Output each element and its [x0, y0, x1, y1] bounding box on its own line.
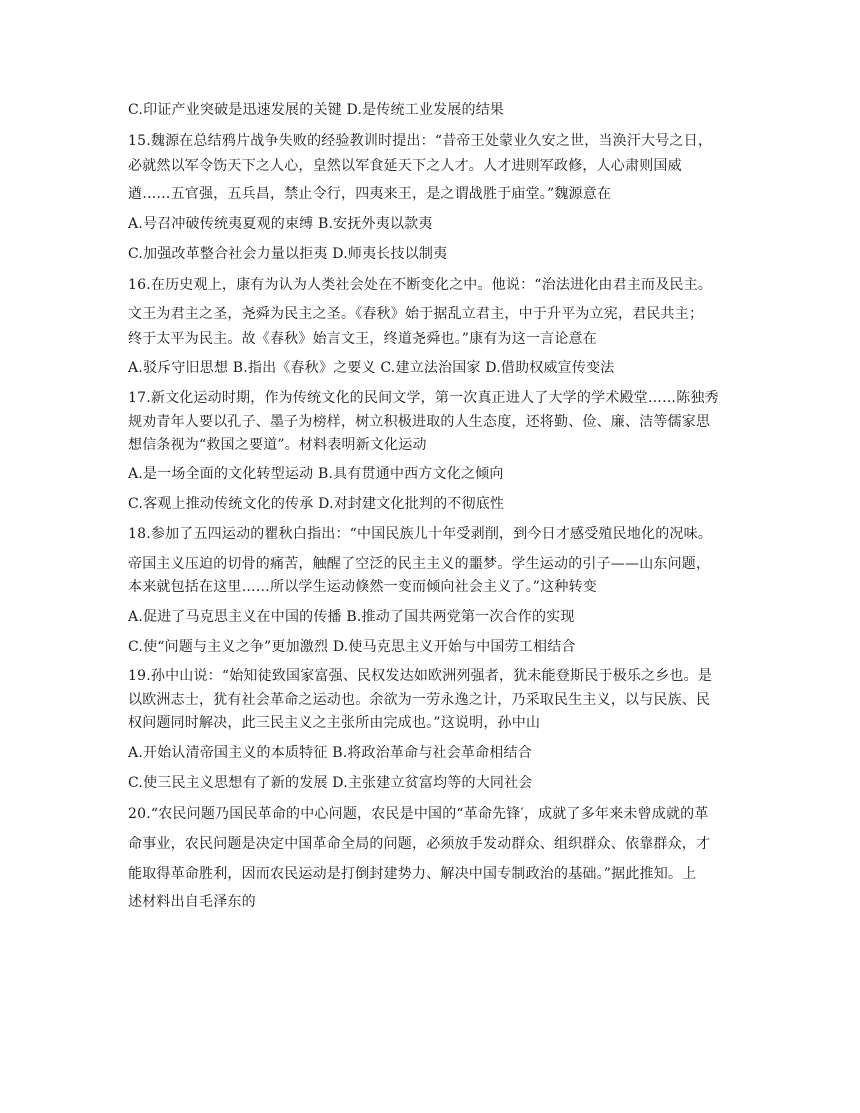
question-19-option-cd: C.使三民主义思想有了新的发展 D.主张建立贫富均等的大同社会: [128, 775, 533, 791]
question-16-options: A.驳斥守旧思想 B.指出《春秋》之要义 C.建立法治国家 D.借助权威宣传变法: [128, 360, 615, 376]
question-15-stem-line-3: 遒……五官强，五兵昌，禁止令行，四夷来王，是之谓战胜于庙堂。”魏源意在: [128, 186, 612, 202]
question-20-stem-line-2: 命事业，农民问题是决定中国革命全局的问题，必须放手发动群众、组织群众、依靠群众，才: [128, 836, 711, 852]
question-16-stem-line-1: 16.在历史观上，康有为认为人类社会处在不断变化之中。他说：“治法进化由君主而及民主。: [128, 277, 713, 293]
question-18-option-ab: A.促进了马克思主义在中国的传播 B.推动了国共两党第一次合作的实现: [128, 609, 575, 625]
option-line-q14-cd: C.印证产业突破是迅速发展的关键 D.是传统工业发展的结果: [128, 102, 505, 118]
question-16-stem-line-2: 文王为君主之圣，尧舜为民主之圣。《春秋》始于据乱立君主，中于升平为立宪，君民共主；: [128, 306, 704, 322]
question-15-option-cd: C.加强改革整合社会力量以拒夷 D.师夷长技以制夷: [128, 246, 448, 262]
question-15-option-ab: A.号召冲破传统夷夏观的束缚 B.安抚外夷以款夷: [128, 216, 433, 232]
question-19-stem-line-2: 以欧洲志士，犹有社会革命之运动也。余欲为一劳永逸之计，乃采取民生主义，以与民族、民: [128, 692, 711, 708]
question-19-option-ab: A.开始认清帝国主义的本质特征 B.将政治革命与社会革命相结合: [128, 745, 532, 761]
question-18-stem-line-3: 本来就包括在这里……所以学生运动倏然一变而倾向社会主义了。”这种转变: [128, 579, 597, 595]
question-17-stem-line-1: 17.新文化运动时期，作为传统文化的民间文学，第一次真正进人了大学的学术殿堂……陈独秀: [128, 390, 719, 406]
question-20-stem-line-4: 述材料出自毛泽东的: [128, 894, 256, 910]
question-17-option-ab: A.是一场全面的文化转型运动 B.具有贯通中西方文化之倾向: [128, 466, 504, 482]
question-17-stem-line-3: 想信条视为“救国之要道”。材料表明新文化运动: [128, 437, 427, 453]
question-19-stem-line-3: 权问题同时解决，此三民主义之主张所由完成也。”这说明，孙中山: [128, 715, 541, 731]
question-16-stem-line-3: 终于太平为民主。故《春秋》始言文王，终道尧舜也。”康有为这一言论意在: [128, 331, 597, 347]
question-18-stem-line-1: 18.参加了五四运动的瞿秋白指出：“中国民族儿十年受剥削，到今日才感受殖民地化的况味。: [128, 526, 713, 542]
question-15-stem-line-1: 15.魏源在总结鸦片战争失败的经验教训时提出：“昔帝王处蒙业久安之世，当涣汗大号之日，: [128, 133, 713, 149]
question-15-stem-line-2: 必就然以军令饬天下之人心，皇然以军食延天下之人才。人才进则军政修，人心肃则国威: [128, 158, 682, 174]
question-17-option-cd: C.客观上推动传统文化的传承 D.对封建文化批判的不彻底性: [128, 496, 505, 512]
question-17-stem-line-2: 规劝青年人要以孔子、墨子为榜样，树立积极进取的人生态度，还将勤、俭、廉、洁等儒家思: [128, 414, 711, 430]
question-19-stem-line-1: 19.孙中山说：“始知徒致国家富强、民权发达如欧洲列强者，犹未能登斯民于极乐之乡也。是: [128, 668, 713, 684]
question-18-stem-line-2: 帝国主义压迫的切骨的痛苦，触醒了空泛的民主主义的噩梦。学生运动的引子——山东问题，: [128, 556, 711, 572]
question-20-stem-line-1: 20.“农民问题乃国民革命的中心问题，农民是中国的“革命先锋′，成就了多年来未曾成就的革: [128, 806, 709, 822]
question-18-option-cd: C.使“问题与主义之争”更加激烈 D.使马克思主义开始与中国劳工相结合: [128, 639, 576, 655]
question-20-stem-line-3: 能取得革命胜利，因而农民运动是打倒封建势力、解决中国专制政治的基础。”据此推知。上: [128, 866, 697, 882]
